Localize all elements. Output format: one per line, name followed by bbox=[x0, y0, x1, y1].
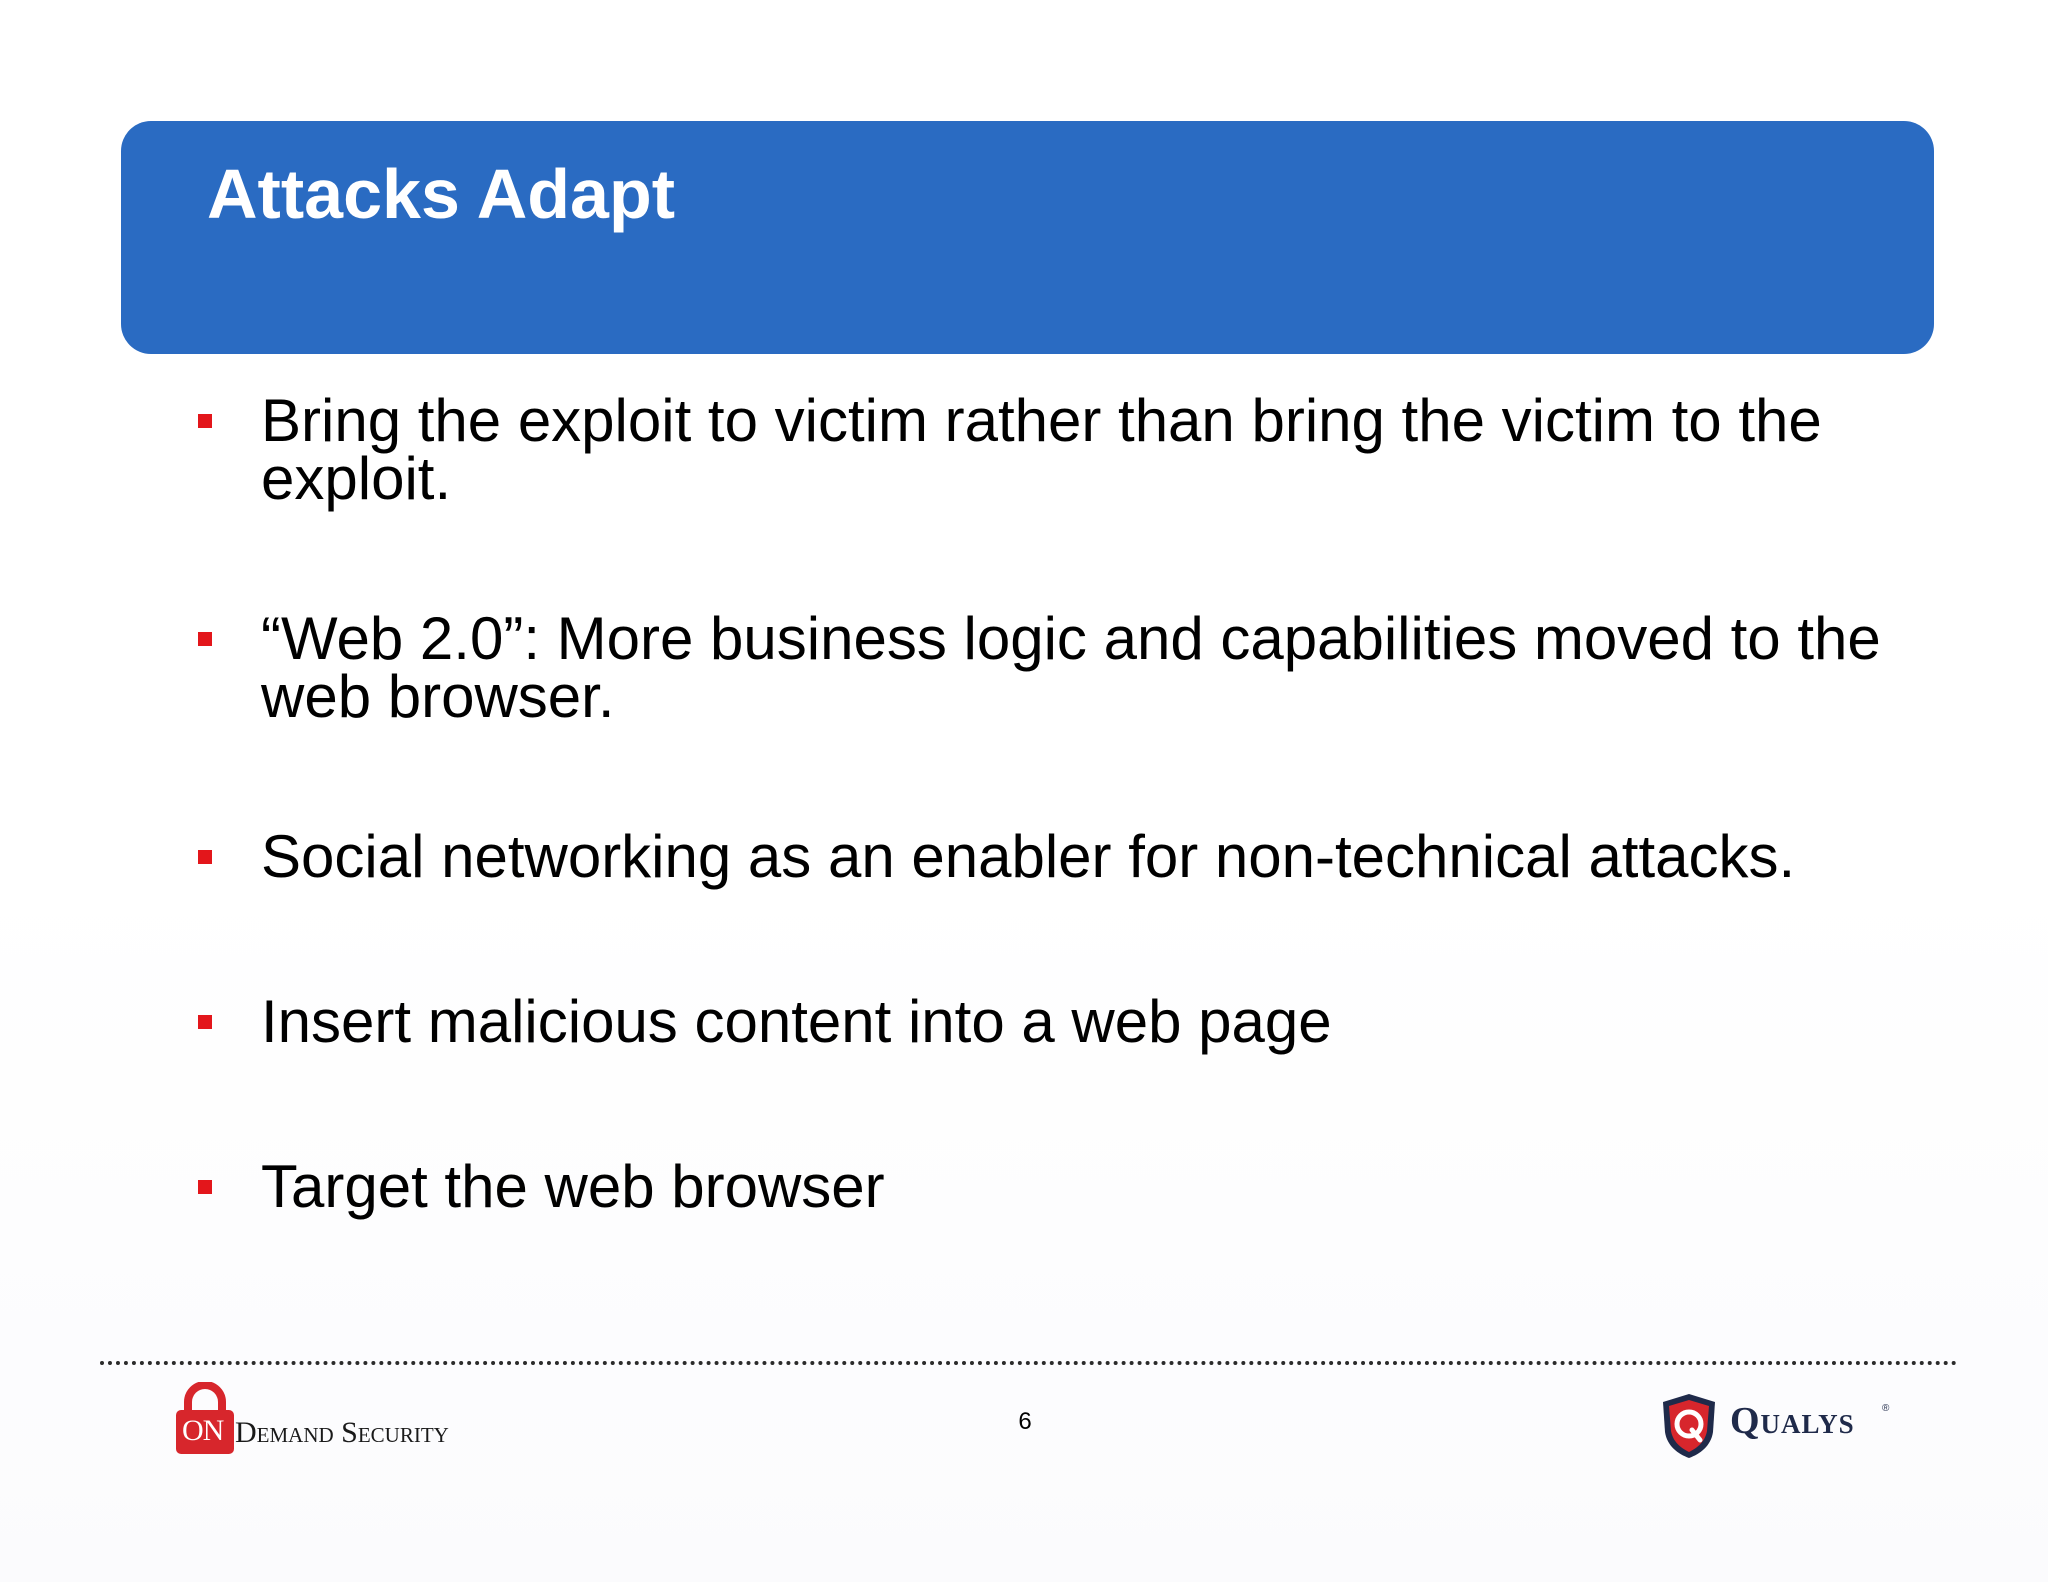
qualys-logo bbox=[1660, 1392, 1900, 1464]
ondemand-security-logo bbox=[172, 1382, 502, 1462]
bullet-marker-icon bbox=[198, 1180, 212, 1194]
bullet-text: Bring the exploit to victim rather than bring the victim to the exploit. bbox=[261, 387, 1822, 512]
registered-mark: ® bbox=[1882, 1403, 1890, 1414]
bullet-text: Insert malicious content into a web page bbox=[261, 988, 1332, 1055]
bullet-text: “Web 2.0”: More business logic and capabilities moved to the web browser. bbox=[261, 605, 1881, 730]
page-number: 6 bbox=[1018, 1408, 1032, 1435]
bullet-marker-icon bbox=[198, 414, 212, 428]
bullet-marker-icon bbox=[198, 632, 212, 646]
footer-divider bbox=[100, 1361, 1958, 1365]
bullet-text: Social networking as an enabler for non-technical attacks. bbox=[261, 823, 1796, 890]
logo-demand-security-text: Demand Security bbox=[235, 1416, 449, 1449]
shield-q-icon bbox=[1660, 1392, 1718, 1465]
bullet-text: Target the web browser bbox=[261, 1153, 885, 1220]
logo-on-text: ON bbox=[182, 1414, 224, 1447]
bullet-marker-icon bbox=[198, 850, 212, 864]
title-bar bbox=[121, 121, 1934, 354]
slide-title: Attacks Adapt bbox=[207, 155, 676, 233]
bullet-marker-icon bbox=[198, 1015, 212, 1029]
logo-qualys-text: Qualys bbox=[1730, 1400, 1855, 1442]
